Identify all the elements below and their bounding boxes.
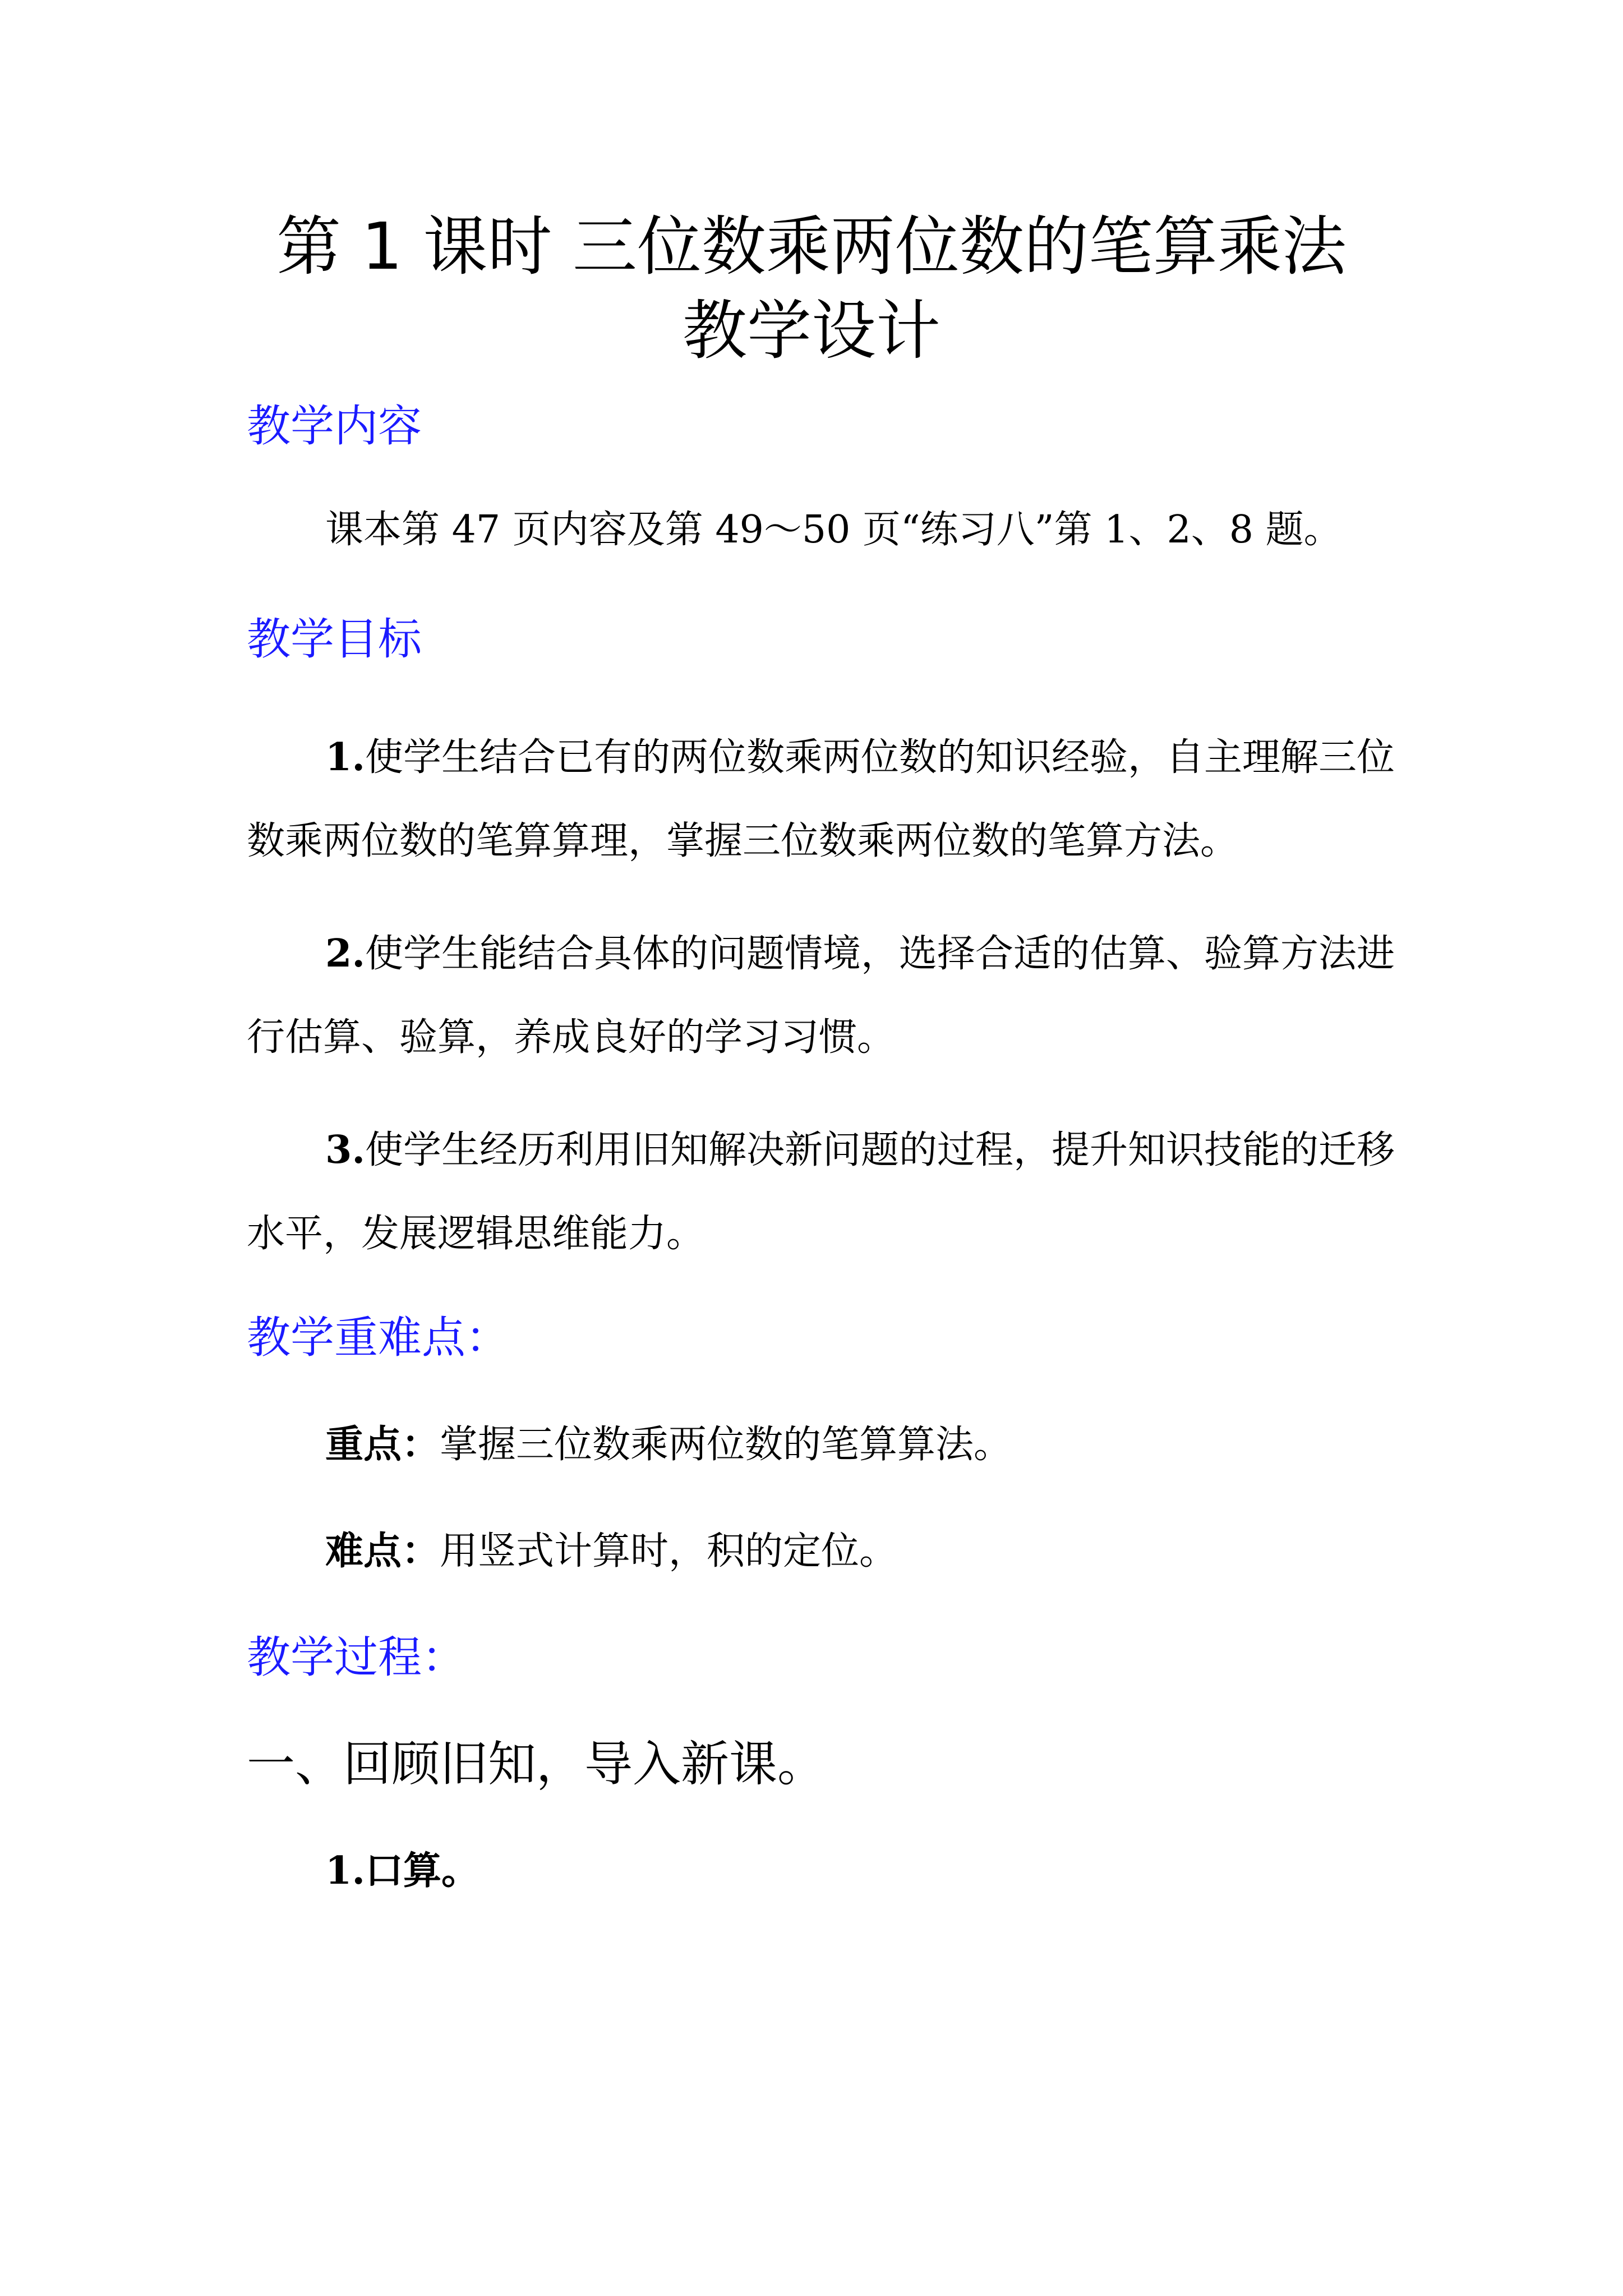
teaching-content-text: 课本第 47 页内容及第 49～50 页“练习八”第 1、2、8 题。 <box>325 508 1342 552</box>
goal-1-text: 使学生结合已有的两位数乘两位数的知识经验，自主理解三位 <box>365 735 1395 780</box>
step1-text: 口算。 <box>365 1848 480 1893</box>
goal-1-line1 <box>325 732 1469 783</box>
key-point-label: 重点： <box>325 1422 440 1467</box>
goal-3-line2: 水平，发展逻辑思维能力。 <box>247 1212 705 1256</box>
difficult-point-line <box>325 1526 1469 1577</box>
goal-2-line1 <box>325 928 1469 979</box>
step1-number: 1. <box>325 1848 365 1893</box>
goal-2-line2: 行估算、验算，养成良好的学习习惯。 <box>247 1015 896 1060</box>
goal-3-number: 3. <box>325 1128 365 1172</box>
heading-teaching-content: 教学内容 <box>247 401 422 452</box>
process-step1 <box>325 1846 1469 1897</box>
key-point-line <box>325 1419 1469 1470</box>
goal-3-line1 <box>325 1125 1469 1176</box>
heading-key-difficult-points: 教学重难点： <box>247 1313 510 1363</box>
goal-3-text: 使学生经历利用旧知解决新问题的过程，提升知识技能的迁移 <box>365 1128 1395 1172</box>
page-title-line1: 第 1 课时 三位数乘两位数的笔算乘法 <box>276 209 1347 284</box>
heading-teaching-process: 教学过程： <box>247 1632 466 1683</box>
difficult-point-text: 用竖式计算时，积的定位。 <box>440 1529 898 1573</box>
process-part1-title: 一、回顾旧知，导入新课。 <box>247 1736 826 1792</box>
goal-1-number: 1. <box>325 735 365 780</box>
goal-2-number: 2. <box>325 931 365 976</box>
difficult-point-label: 难点： <box>325 1529 440 1573</box>
heading-teaching-goals: 教学目标 <box>247 614 422 665</box>
page-title-line2: 教学设计 <box>682 293 940 369</box>
goal-1-line2: 数乘两位数的笔算算理，掌握三位数乘两位数的笔算方法。 <box>247 819 1239 863</box>
goal-2-text: 使学生能结合具体的问题情境，选择合适的估算、验算方法进 <box>365 932 1395 976</box>
key-point-text: 掌握三位数乘两位数的笔算算法。 <box>440 1423 1012 1467</box>
